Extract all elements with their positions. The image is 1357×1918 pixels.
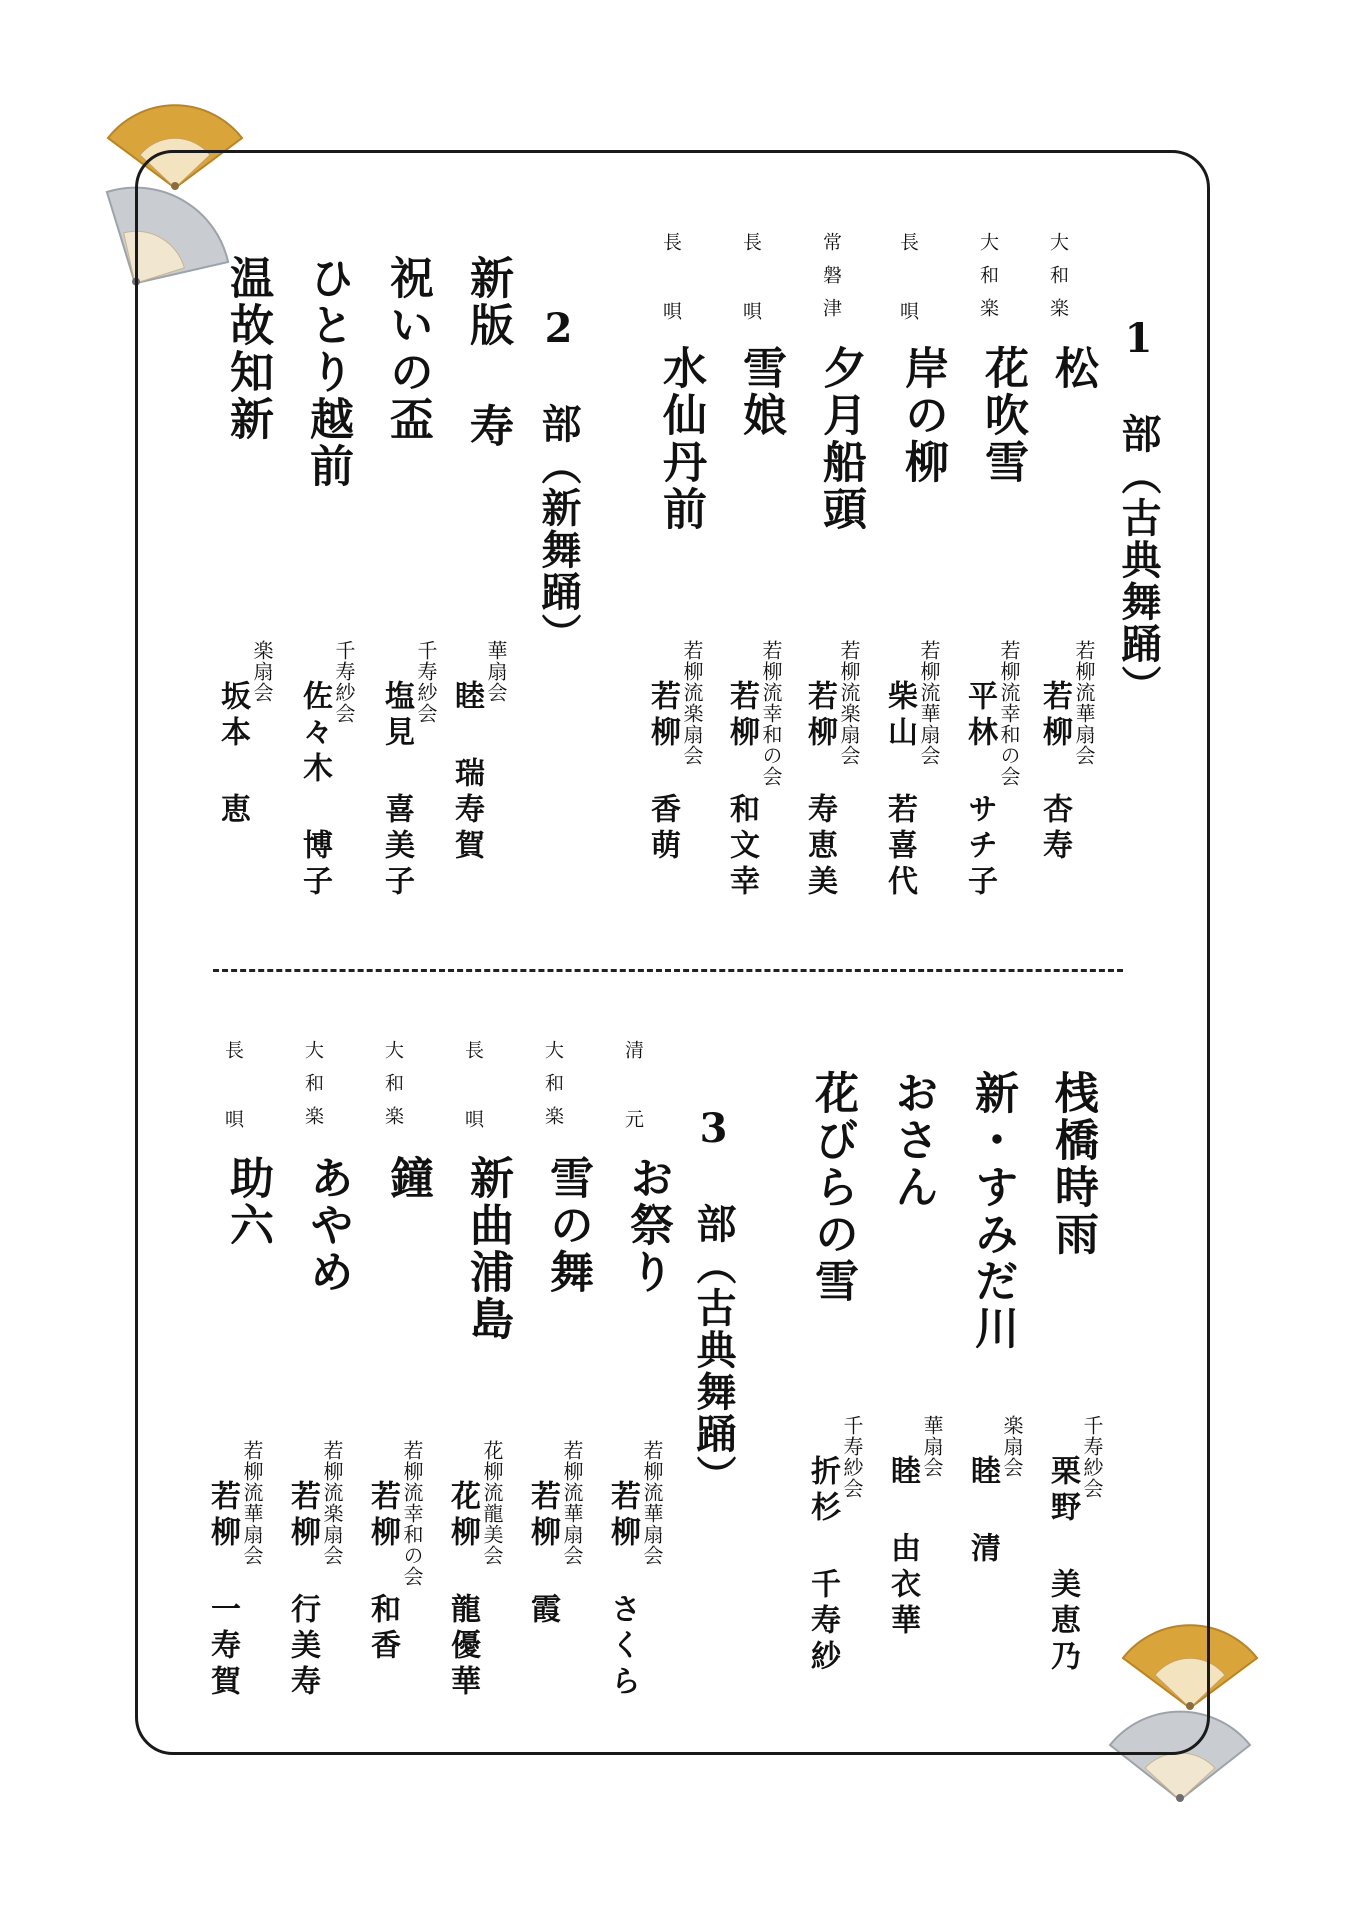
part2-cont-performer-4-group: 千寿紗会 (840, 1415, 864, 1499)
part2-cont-program-2-title: 新・すみだ川 (967, 1070, 1018, 1352)
part1-performer-5-group: 若柳流幸和の会 (759, 640, 783, 787)
part1-performer-4-group: 若柳流楽扇会 (837, 640, 861, 766)
part3-performer-6-name: 若柳 一寿賀 (205, 1480, 240, 1701)
section-divider (213, 969, 1123, 972)
part1-program-3-genre: 長 唄 (897, 232, 919, 334)
part3-performer-5-group: 若柳流楽扇会 (320, 1440, 344, 1566)
part2-performer-2-group: 千寿紗会 (414, 640, 438, 724)
part1-heading: 1 部（古典舞踊） (1115, 315, 1162, 707)
part1-program-5-genre: 長 唄 (740, 232, 762, 334)
part2-cont-performer-4-name: 折杉 千寿紗 (805, 1455, 840, 1676)
part1-program-3-title: 岸の柳 (897, 345, 948, 486)
part2-performer-2-name: 塩見 喜美子 (379, 680, 414, 901)
part1-performer-6-name: 若柳 香萌 (645, 680, 680, 865)
part1-program-5-title: 雪娘 (735, 345, 786, 439)
part1-program-2-genre: 大和楽 (977, 232, 999, 331)
part2-cont-performer-1-group: 千寿紗会 (1080, 1415, 1104, 1499)
part2-performer-4-group: 楽扇会 (250, 640, 274, 703)
part2-program-3-title: ひとり越前 (302, 255, 353, 490)
part1-performer-1-name: 若柳 杏寿 (1037, 680, 1072, 865)
part3-program-5-title: あやめ (302, 1155, 353, 1296)
part3-heading: 3 部（古典舞踊） (690, 1105, 737, 1497)
part2-cont-program-1-title: 桟橋時雨 (1047, 1070, 1098, 1258)
part3-program-2-genre: 大和楽 (542, 1040, 564, 1139)
part1-program-6-title: 水仙丹前 (655, 345, 706, 533)
part3-program-6-genre: 長 唄 (222, 1040, 244, 1142)
part2-cont-performer-1-name: 栗野 美恵乃 (1045, 1455, 1080, 1676)
part3-program-4-title: 鐘 (382, 1155, 433, 1202)
part3-program-5-genre: 大和楽 (302, 1040, 324, 1139)
part2-cont-performer-3-name: 睦 由衣華 (885, 1455, 920, 1640)
part3-program-1-title: お祭り (622, 1155, 673, 1296)
part1-performer-2-name: 平林 サチ子 (962, 680, 997, 901)
part1-performer-1-group: 若柳流華扇会 (1072, 640, 1096, 766)
part1-program-6-genre: 長 唄 (660, 232, 682, 334)
part1-program-4-genre: 常磐津 (820, 232, 842, 331)
part3-performer-4-name: 若柳 和香 (365, 1480, 400, 1665)
part3-performer-3-name: 花柳 龍優華 (445, 1480, 480, 1701)
part2-performer-1-name: 睦 瑞寿賀 (449, 680, 484, 865)
part1-program-1-title: 松 (1047, 345, 1098, 392)
part3-program-6-title: 助六 (222, 1155, 273, 1249)
part2-program-1-title: 新版 寿 (462, 255, 513, 450)
part2-heading: 2 部（新舞踊） (535, 305, 582, 655)
part1-performer-3-name: 柴山 若喜代 (882, 680, 917, 901)
part2-performer-4-name: 坂本 恵 (215, 680, 250, 829)
part1-performer-4-name: 若柳 寿恵美 (802, 680, 837, 901)
part2-program-4-title: 温故知新 (222, 255, 273, 443)
part2-program-2-title: 祝いの盃 (382, 255, 433, 443)
part2-cont-performer-2-group: 楽扇会 (1000, 1415, 1024, 1478)
part1-performer-2-group: 若柳流幸和の会 (997, 640, 1021, 787)
part1-performer-6-group: 若柳流楽扇会 (680, 640, 704, 766)
part3-performer-3-group: 花柳流龍美会 (480, 1440, 504, 1566)
part3-performer-5-name: 若柳 行美寿 (285, 1480, 320, 1701)
part3-performer-2-group: 若柳流華扇会 (560, 1440, 584, 1566)
part1-performer-5-name: 若柳 和文幸 (724, 680, 759, 901)
part3-performer-2-name: 若柳 霞 (525, 1480, 560, 1629)
part1-program-4-title: 夕月船頭 (815, 345, 866, 533)
part3-program-4-genre: 大和楽 (382, 1040, 404, 1139)
part1-program-1-genre: 大和楽 (1047, 232, 1069, 331)
part2-performer-3-name: 佐々木 博子 (297, 680, 332, 901)
part1-performer-3-group: 若柳流華扇会 (917, 640, 941, 766)
part2-cont-program-4-title: 花びらの雪 (807, 1070, 858, 1305)
part3-program-2-title: 雪の舞 (542, 1155, 593, 1296)
part3-program-3-title: 新曲浦島 (462, 1155, 513, 1343)
part2-cont-performer-2-name: 睦 清 (965, 1455, 1000, 1568)
part3-performer-1-name: 若柳 さくら (605, 1480, 640, 1701)
part2-cont-program-3-title: おさん (887, 1070, 938, 1211)
part3-performer-1-group: 若柳流華扇会 (640, 1440, 664, 1566)
part2-performer-3-group: 千寿紗会 (332, 640, 356, 724)
part2-performer-1-group: 華扇会 (484, 640, 508, 703)
part3-performer-4-group: 若柳流幸和の会 (400, 1440, 424, 1587)
part1-program-2-title: 花吹雪 (977, 345, 1028, 486)
part3-program-3-genre: 長 唄 (462, 1040, 484, 1142)
part3-performer-6-group: 若柳流華扇会 (240, 1440, 264, 1566)
part2-cont-performer-3-group: 華扇会 (920, 1415, 944, 1478)
part3-program-1-genre: 清 元 (622, 1040, 644, 1142)
